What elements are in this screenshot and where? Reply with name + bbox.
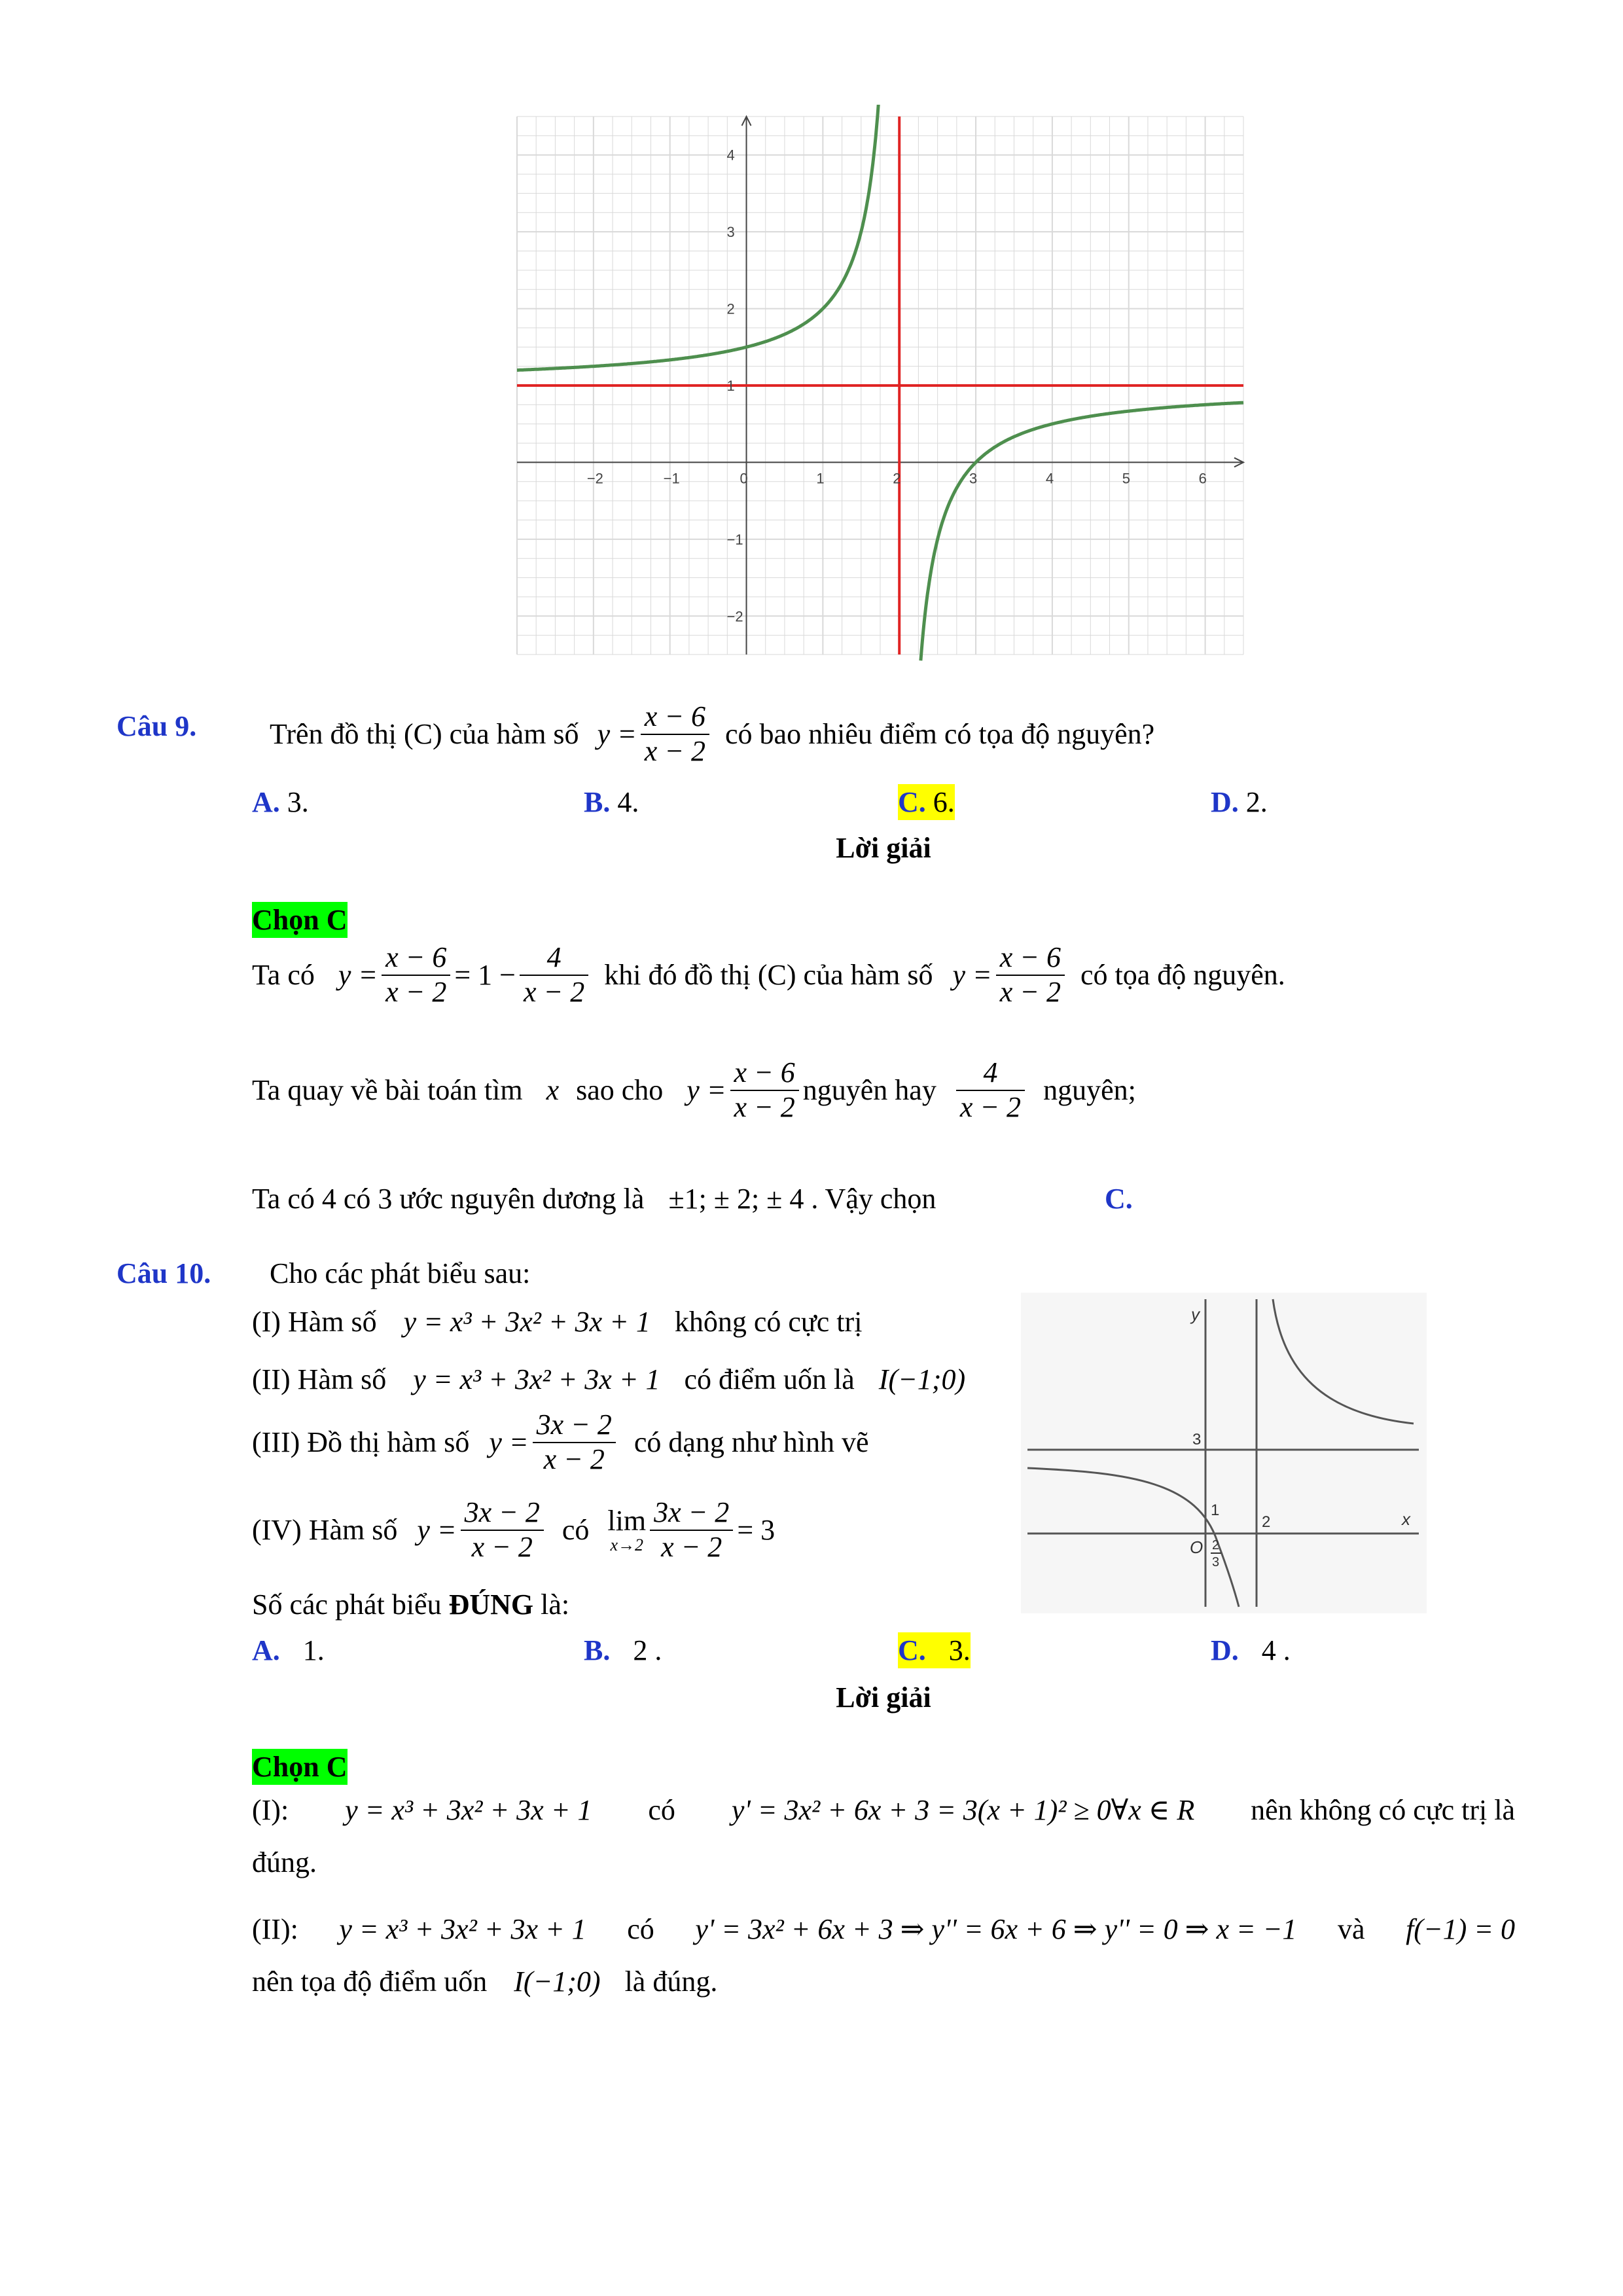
q9-sol-line1-post: có tọa độ nguyên.: [1080, 959, 1285, 992]
q9-sol-frac4-num: x − 6: [730, 1056, 799, 1091]
q9-sol-y-eq-3: y =: [687, 1074, 726, 1107]
q9-sol-var-x: x: [546, 1074, 560, 1107]
q9-sol-divisors: ±1; ± 2; ± 4: [668, 1183, 804, 1215]
q9-stem-pre: Trên đồ thị (C) của hàm số: [270, 718, 579, 751]
q9-sol-line3: [252, 1181, 936, 1217]
q9-stem: [270, 700, 1154, 768]
y-tick-label: −1: [726, 531, 743, 548]
q10-count-question: [252, 1587, 569, 1623]
x-tick-label: 0: [740, 470, 748, 487]
q10-sol2-func: y = x³ + 3x² + 3x + 1: [339, 1913, 586, 1945]
q10-option-c-letter: C.: [898, 1634, 926, 1666]
q10-option-c-text: 3.: [948, 1634, 971, 1666]
y-tick-label: 1: [726, 378, 735, 394]
q10-sol2-line2-pre: nên tọa độ điểm uốn: [252, 1965, 488, 1998]
q9-sol-line1: [252, 941, 1285, 1009]
q10-sol2-co: có: [627, 1913, 654, 1945]
q10-s3-post: có dạng như hình vẽ: [633, 1426, 869, 1459]
q9-choose: Chọn C: [252, 902, 348, 938]
q9-sol-frac2-den: x − 2: [523, 975, 585, 1008]
q10-sol1-co: có: [648, 1794, 675, 1826]
q10-s3-y-eq: y =: [489, 1426, 529, 1459]
q10-label: Câu 10.: [116, 1257, 211, 1289]
q10-s4-lim-sub: x→2: [610, 1535, 643, 1555]
q10-option-b[interactable]: [584, 1632, 662, 1668]
q10-option-b-text: 2 .: [633, 1634, 662, 1666]
q10-s4-y-eq: y =: [417, 1514, 457, 1547]
graph-1-x-ticks: [587, 470, 1207, 486]
q9-sol-frac3-num: x − 6: [996, 941, 1065, 976]
q9-sol-frac3-den: x − 2: [999, 975, 1061, 1008]
q9-sol-line2-mid2: nguyên hay: [802, 1074, 936, 1107]
q9-fraction-num: x − 6: [641, 700, 709, 735]
q9-sol-choice: C.: [1105, 1183, 1133, 1215]
q10-sol2-and: và: [1337, 1913, 1365, 1945]
q10-option-b-letter: B.: [584, 1634, 611, 1666]
q9-sol-line1-mid: khi đó đồ thị (C) của hàm số: [604, 959, 933, 992]
q9-option-b[interactable]: [584, 784, 639, 820]
graph-2-label-y: y: [1191, 1304, 1200, 1324]
q9-sol-eq2: = 1 −: [454, 959, 516, 992]
q10-s4-limit: [607, 1506, 646, 1554]
x-tick-label: −1: [663, 470, 680, 487]
q9-sol-frac1: [382, 941, 450, 1009]
q10-s3-frac-den: x − 2: [543, 1443, 605, 1475]
q9-sol-frac2: [520, 941, 588, 1009]
q10-sol2-line2-post: là đúng.: [624, 1965, 718, 1998]
y-tick-label: 2: [726, 300, 735, 317]
q10-solution-title: Lời giải: [836, 1681, 931, 1713]
q9-option-c-text: 6.: [933, 786, 955, 818]
q10-s2-point: I(−1;0): [878, 1363, 966, 1395]
q10-s4-pre: (IV) Hàm số: [252, 1514, 398, 1547]
q9-sol-frac5-num: 4: [956, 1056, 1025, 1091]
x-tick-label: 2: [893, 470, 901, 487]
q9-fraction-den: x − 2: [644, 734, 706, 767]
q9-fraction: [641, 700, 709, 768]
q9-sol-y-eq: y =: [338, 959, 378, 992]
q9-sol-line2-pre: Ta quay về bài toán tìm: [252, 1074, 523, 1107]
q10-s4-lim-frac-den: x − 2: [661, 1530, 722, 1563]
q10-option-a[interactable]: [252, 1632, 325, 1668]
q10-s3-frac-num: 3x − 2: [533, 1408, 616, 1443]
q9-sol-frac4: [730, 1056, 799, 1124]
q10-s3-frac: [533, 1408, 616, 1476]
q10-s4-mid: có: [562, 1514, 590, 1547]
q9-sol-frac5-den: x − 2: [959, 1090, 1022, 1123]
q10-option-d-text: 4 .: [1261, 1634, 1291, 1666]
q9-sol-line3-post: . Vậy chọn: [811, 1183, 936, 1215]
q10-sol2-chain: y' = 3x² + 6x + 3 ⇒ y'' = 6x + 6 ⇒ y'' = 0 ⇒ x = −1: [695, 1913, 1297, 1945]
q9-sol-line3-pre: Ta có 4 có 3 ước nguyên dương là: [252, 1183, 645, 1215]
q9-stem-post: có bao nhiêu điểm có tọa độ nguyên?: [725, 718, 1155, 751]
q9-sol-frac4-den: x − 2: [734, 1090, 795, 1123]
q9-solution-title: Lời giải: [836, 832, 931, 864]
q9-sol-frac1-den: x − 2: [385, 975, 447, 1008]
x-tick-label: 3: [969, 470, 978, 487]
q9-sol-line2: [252, 1056, 1136, 1124]
q10-s3-pre: (III) Đồ thị hàm số: [252, 1426, 470, 1459]
q10-s1: [252, 1304, 862, 1340]
q10-s1-func: y = x³ + 3x² + 3x + 1: [403, 1306, 651, 1338]
q9-label: Câu 9.: [116, 710, 197, 742]
q10-s4-lim: lim: [607, 1504, 647, 1537]
q10-choose: Chọn C: [252, 1749, 348, 1785]
q10-count-post: là:: [541, 1588, 570, 1621]
q10-s2-pre: (II) Hàm số: [252, 1363, 387, 1395]
q9-sol-line2-post: nguyên;: [1043, 1074, 1136, 1107]
graph-2-bg: [1021, 1293, 1427, 1613]
q9-option-a[interactable]: [252, 784, 309, 820]
q10-s2-post: có điểm uốn là: [684, 1363, 855, 1395]
q10-sol2-f: f(−1) = 0: [1406, 1913, 1515, 1945]
graph-2-label-x: x: [1402, 1509, 1410, 1529]
q9-stem-row: [116, 708, 196, 744]
graph-2-label-2: 2: [1262, 1513, 1271, 1531]
q10-sol2-line2: [252, 1964, 717, 2000]
curve-branch-right: [921, 403, 1243, 660]
q10-option-a-letter: A.: [252, 1634, 280, 1666]
q10-s1-pre: (I) Hàm số: [252, 1306, 377, 1338]
q10-sol1-label: (I):: [252, 1794, 289, 1826]
q9-sol-frac5: [956, 1056, 1025, 1124]
y-tick-label: −2: [726, 608, 743, 625]
x-tick-label: 4: [1045, 470, 1054, 487]
q9-sol-frac2-num: 4: [520, 941, 588, 976]
q10-sol2-point: I(−1;0): [514, 1965, 601, 1998]
q10-s4-frac-den: x − 2: [471, 1530, 533, 1563]
q9-option-d-text: 2.: [1245, 786, 1268, 818]
q9-y-eq: y =: [597, 718, 637, 751]
q9-sol-line1-pre: Ta có: [252, 959, 315, 992]
q9-option-c-letter: C.: [898, 786, 926, 818]
q9-sol-y-eq-2: y =: [952, 959, 992, 992]
q9-option-a-letter: A.: [252, 786, 280, 818]
q10-s4-lim-frac-num: 3x − 2: [650, 1496, 733, 1531]
q10-sol1-deriv: y' = 3x² + 6x + 3 = 3(x + 1)² ≥ 0∀x ∈ R: [731, 1794, 1195, 1826]
q10-s2-func: y = x³ + 3x² + 3x + 1: [413, 1363, 660, 1395]
q10-sol2-label: (II):: [252, 1913, 298, 1945]
curve-branch-left: [517, 105, 878, 370]
q10-count-bold: ĐÚNG: [448, 1588, 534, 1621]
q10-count-pre: Số các phát biểu: [252, 1588, 442, 1621]
graph-1: [510, 105, 1257, 668]
q9-option-c[interactable]: [898, 784, 955, 820]
q10-option-d[interactable]: [1211, 1632, 1291, 1668]
graph-2-label-origin: O: [1190, 1537, 1204, 1557]
q10-s4-lim-frac: [650, 1496, 733, 1564]
q10-s2: [252, 1361, 965, 1397]
x-tick-label: 6: [1198, 470, 1207, 487]
q9-option-d[interactable]: [1211, 784, 1268, 820]
q10-sol1-post: nên không có cực trị là: [1251, 1794, 1515, 1826]
graph-2-label-two-third-den: 3: [1212, 1555, 1220, 1570]
q10-s4: [252, 1496, 775, 1564]
q10-s4-frac: [461, 1496, 544, 1564]
q9-option-b-text: 4.: [617, 786, 639, 818]
q10-s3: [252, 1408, 869, 1476]
q10-sol1-end: đúng.: [252, 1846, 317, 1878]
q10-option-c[interactable]: [898, 1632, 971, 1668]
q9-sol-frac3: [996, 941, 1065, 1009]
q10-option-d-letter: D.: [1211, 1634, 1239, 1666]
q9-sol-line2-mid: sao cho: [576, 1074, 664, 1107]
q10-s4-result: = 3: [737, 1514, 776, 1547]
q9-option-a-text: 3.: [287, 786, 309, 818]
q9-sol-frac1-num: x − 6: [382, 941, 450, 976]
graph-2-label-two-third-num: 2: [1212, 1538, 1220, 1552]
q10-s1-post: không có cực trị: [674, 1306, 863, 1338]
q9-option-d-letter: D.: [1211, 786, 1239, 818]
q10-stem: Cho các phát biểu sau:: [270, 1257, 531, 1289]
x-tick-label: −2: [586, 470, 603, 487]
graph-2-label-3: 3: [1192, 1431, 1202, 1448]
q10-sol2: [252, 1911, 1515, 1947]
q10-sol1-func: y = x³ + 3x² + 3x + 1: [345, 1794, 592, 1826]
y-tick-label: 4: [726, 147, 735, 164]
q10-sol1: [252, 1792, 1515, 1828]
x-tick-label: 1: [816, 470, 825, 487]
y-tick-label: 3: [726, 224, 735, 241]
graph-2-label-1: 1: [1211, 1501, 1220, 1519]
q10-option-a-text: 1.: [302, 1634, 325, 1666]
x-tick-label: 5: [1122, 470, 1130, 487]
q10-s4-frac-num: 3x − 2: [461, 1496, 544, 1531]
graph-2: [1021, 1293, 1427, 1613]
q9-option-b-letter: B.: [584, 786, 611, 818]
